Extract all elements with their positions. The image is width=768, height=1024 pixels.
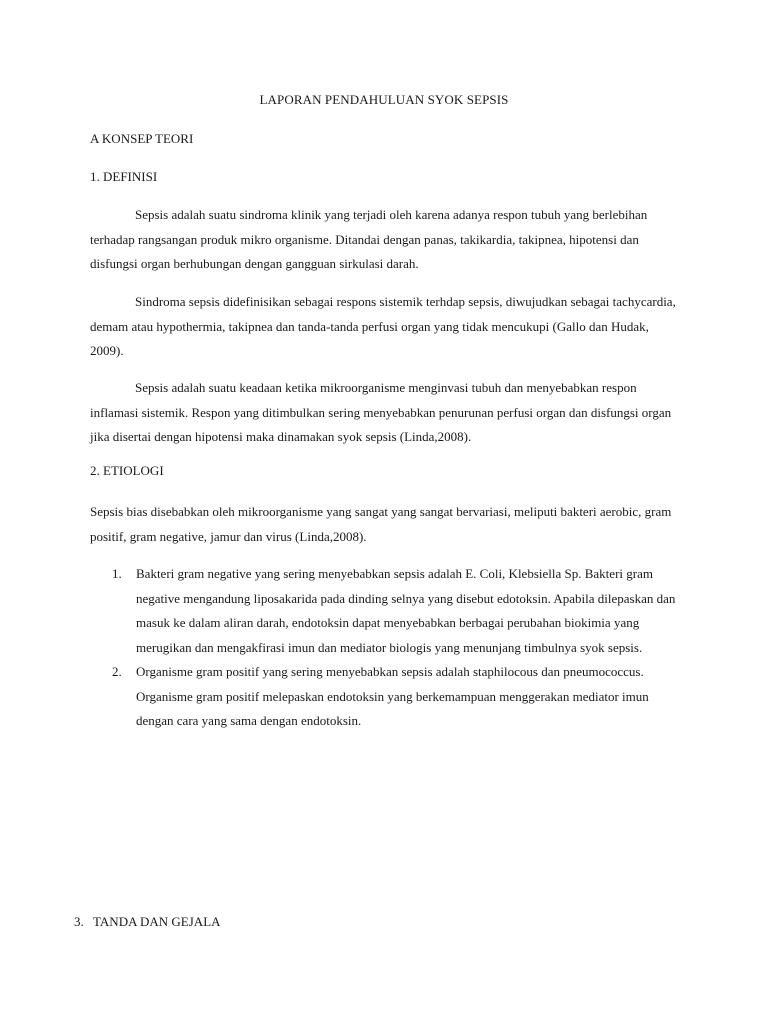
list-item-number: 2. [112, 664, 122, 679]
definisi-heading: 1. DEFINISI [90, 169, 158, 184]
definisi-paragraph-1 [90, 203, 680, 277]
tanda-gejala-heading [74, 914, 221, 930]
list-item-text: Bakteri gram negative yang sering menyebabkan sepsis adalah E. Coli, Klebsiella Sp. Bakteri gram negative mengandung liposakarida pada dinding selnya yang disebut edotoksin. Apabila dilepaskan dan masuk ke dalam aliran darah, endotoksin dapat menyebabkan berbagai perubahan biokimia yang merugikan dan mengakfirasi imun dan mediator biologis yang menunjang timbulnya syok sepsis. [136, 566, 676, 655]
etiologi-list-item-2 [112, 660, 682, 734]
etiologi-heading: 2. ETIOLOGI [90, 463, 164, 478]
etiologi-list [112, 562, 682, 734]
list-item-text: Organisme gram positif yang sering menyebabkan sepsis adalah staphilocous dan pneumococcus. Organisme gram positif melepaskan endotoksin yang berkemampuan menggerakan mediator imun dengan cara yang sama dengan endotoksin. [136, 664, 649, 728]
tanda-gejala-label: TANDA DAN GEJALA [93, 914, 221, 929]
list-item-number: 1. [112, 566, 122, 581]
definisi-paragraph-2-text: Sindroma sepsis didefinisikan sebagai respons sistemik terhdap sepsis, diwujudkan sebagai tachycardia, demam atau hypothermia, takipnea dan tanda-tanda perfusi organ yang tidak mencukupi (Gallo dan Hudak, 2009). [90, 294, 676, 358]
section-a-heading: A KONSEP TEORI [90, 131, 194, 146]
definisi-paragraph-2 [90, 290, 680, 364]
tanda-gejala-number: 3. [74, 914, 84, 929]
definisi-paragraph-1-text: Sepsis adalah suatu sindroma klinik yang terjadi oleh karena adanya respon tubuh yang berlebihan terhadap rangsangan produk mikro organisme. Ditandai dengan panas, takikardia, takipnea, hipotensi dan disfungsi organ berhubungan dengan gangguan sirkulasi darah. [90, 207, 648, 271]
document-title: LAPORAN PENDAHULUAN SYOK SEPSIS [259, 92, 509, 107]
definisi-paragraph-3-text: Sepsis adalah suatu keadaan ketika mikroorganisme menginvasi tubuh dan menyebabkan respon inflamasi sistemik. Respon yang ditimbulkan sering menyebabkan penurunan perfusi organ dan disfungsi organ jika disertai dengan hipotensi maka dinamakan syok sepsis (Linda,2008). [90, 380, 672, 444]
definisi-paragraph-3 [90, 376, 680, 450]
etiologi-list-item-1 [112, 562, 682, 660]
etiologi-intro: Sepsis bias disebabkan oleh mikroorganisme yang sangat yang sangat bervariasi, meliputi bakteri aerobic, gram positif, gram negative, jamur dan virus (Linda,2008). [90, 504, 672, 544]
